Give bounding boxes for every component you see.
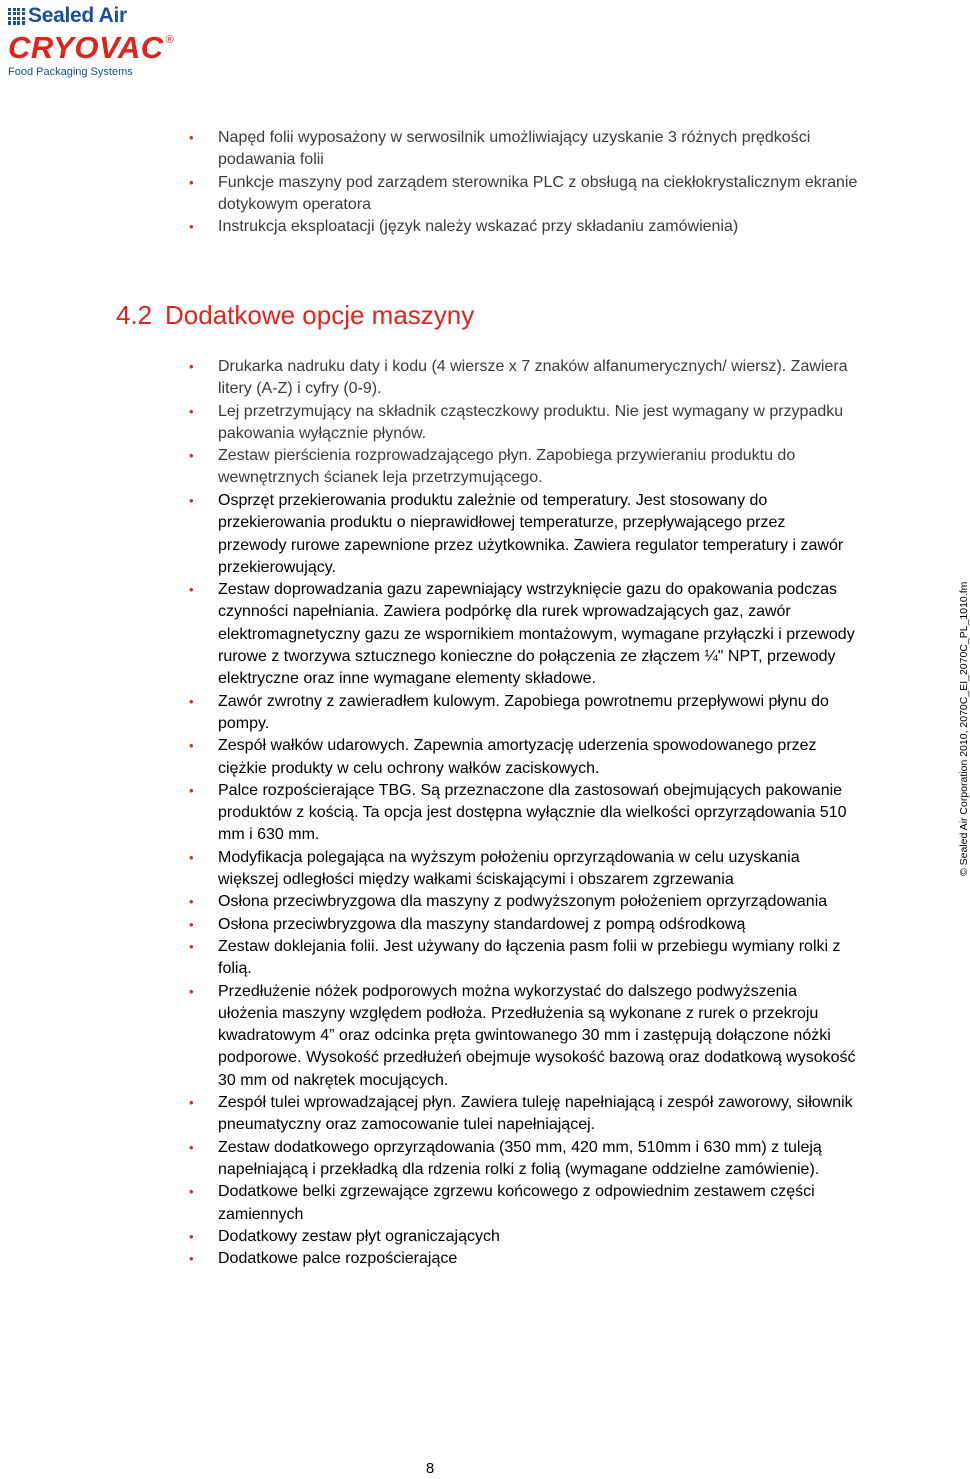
bullet-icon: •: [189, 1139, 194, 1155]
bullet-icon: •: [189, 1095, 194, 1111]
list-item-text: Lej przetrzymujący na składnik cząsteczkowy produktu. Nie jest wymagany w przypadku pakowania wyłącznie płynów.: [218, 402, 844, 442]
list-item: [189, 847, 858, 892]
bullet-icon: •: [189, 916, 194, 932]
list-item: [189, 401, 858, 446]
list-item: [189, 936, 858, 981]
list-item: [189, 1092, 858, 1137]
list-item-text: Dodatkowe palce rozpościerające: [218, 1250, 458, 1268]
section-heading: [0, 296, 960, 336]
bullet-icon: •: [189, 693, 194, 709]
list-item: [189, 735, 858, 780]
options-list-part-2: [189, 490, 858, 1270]
bullet-icon: •: [189, 1184, 194, 1200]
list-item: [189, 172, 858, 217]
list-item-text: Zestaw dodatkowego oprzyrządowania (350 mm, 420 mm, 510mm i 630 mm) z tuleją napełniającą i przekładką dla rdzenia rolki z folią (wymagane oddzielne zamówienie).: [218, 1138, 822, 1178]
list-item-text: Dodatkowy zestaw płyt ograniczających: [218, 1227, 500, 1245]
sealed-air-grid-icon: [8, 8, 25, 25]
list-item-text: Modyfikacja polegająca na wyższym położeniu oprzyrządowania w celu uzyskania większej odległości między wałkami ściskającymi i obszarem zgrzewania: [218, 848, 800, 889]
list-item: [189, 780, 858, 847]
company-logo: [8, 6, 208, 80]
cryovac-brand: [8, 30, 208, 65]
bullet-icon: •: [189, 493, 194, 508]
bullet-icon: •: [189, 782, 194, 798]
list-item: [189, 490, 858, 579]
bullet-icon: •: [189, 938, 194, 954]
cryovac-wordmark: CRYOVAC: [8, 30, 164, 65]
list-item-text: Zestaw doprowadzania gazu zapewniający wstrzyknięcie gazu do opakowania podczas czynności napełniania. Zawiera podpórkę dla rurek wprowadzających gaz, zawór elektromagnetyczny gazu ze wspornikiem montażowym, wymagane przyłączki i przewody rurowe z tworzywa sztucznego konieczne do połączenia ze złączem ¼" NPT, przewody elektryczne oraz inne wymagane elementy składowe.: [218, 581, 855, 688]
section-title: Dodatkowe opcje maszyny: [165, 300, 475, 330]
list-item-text: Osłona przeciwbryzgowa dla maszyny standardowej z pompą odśrodkową: [218, 915, 746, 933]
list-item-text: Zestaw pierścienia rozprowadzającego płyn. Zapobiega przywieraniu produktu do wewnętrznych ścianek leja przetrzymującego.: [218, 447, 796, 487]
list-item-text: Funkcje maszyny pod zarządem sterownika PLC z obsługą na ciekłokrystalicznym ekranie dotykowym operatora: [218, 173, 858, 213]
list-item: [189, 891, 858, 913]
bullet-icon: •: [189, 359, 194, 374]
intro-bullet-list: [189, 127, 858, 238]
options-list-part-1: [189, 356, 858, 490]
bullet-icon: •: [189, 448, 194, 464]
list-item: [189, 691, 858, 736]
list-item: [189, 1226, 858, 1248]
list-item: [189, 445, 858, 490]
list-item: [189, 981, 858, 1092]
list-item: [189, 216, 858, 238]
list-item-text: Dodatkowe belki zgrzewające zgrzewu końcowego z odpowiednim zestawem części zamiennych: [218, 1183, 815, 1223]
list-item-text: Przedłużenie nóżek podporowych można wykorzystać do dalszego podwyższenia ułożenia maszyny względem podłoża. Przedłużenia są wykonane z rurek o przekroju kwadratowym 4” oraz odcinka pręta gwintowanego 30 mm i zastępują dołączone nóżki podporowe. Wysokość przedłużeń obejmuje wysokość bazową oraz dodatkową wysokość 30 mm od nakrętek mocujących.: [218, 982, 856, 1089]
list-item-text: Zespół wałków udarowych. Zapewnia amortyzację uderzenia spowodowanego przez ciężkie produkty w celu ochrony wałków zaciskowych.: [218, 737, 817, 777]
list-item: [189, 356, 858, 401]
bullet-icon: •: [189, 403, 194, 419]
list-item: [189, 579, 858, 690]
bullet-icon: •: [189, 738, 194, 754]
list-item-text: Zespół tulei wprowadzającej płyn. Zawiera tuleję napełniającą i zespół zaworowy, siłownik pneumatyczny oraz zamocowanie tulei napełniającej.: [218, 1094, 853, 1134]
bullet-icon: •: [189, 582, 194, 598]
bullet-icon: •: [189, 130, 194, 145]
list-item-text: Instrukcja eksploatacji (język należy wskazać przy składaniu zamówienia): [218, 218, 739, 236]
list-item-text: Palce rozpościerające TBG. Są przeznaczone dla zastosowań obejmujących pakowanie produktów z kością. Ta opcja jest dostępna wyłącznie dla wielkości oprzyrządowania 510 mm i 630 mm.: [218, 781, 847, 844]
sealed-air-brand: [8, 6, 208, 26]
registered-mark: ®: [165, 34, 174, 46]
list-item-text: Osłona przeciwbryzgowa dla maszyny z podwyższonym położeniem oprzyrządowania: [218, 893, 828, 911]
bullet-icon: •: [189, 894, 194, 910]
list-item: [189, 914, 858, 936]
list-item-text: Drukarka nadruku daty i kodu (4 wiersze x 7 znaków alfanumerycznych/ wiersz). Zawiera litery (A-Z) i cyfry (0-9).: [218, 358, 848, 398]
section-number: 4.2: [116, 300, 153, 330]
list-item: [189, 127, 858, 172]
list-item: [189, 1181, 858, 1226]
bullet-icon: •: [189, 1228, 194, 1244]
bullet-icon: •: [189, 219, 194, 235]
bullet-icon: •: [189, 983, 194, 999]
sealed-air-wordmark: Sealed Air: [28, 4, 127, 27]
bullet-icon: •: [189, 849, 194, 865]
brand-tagline: Food Packaging Systems: [8, 66, 133, 78]
list-item: [189, 1137, 858, 1182]
page-number: 8: [425, 1460, 435, 1477]
list-item: [189, 1248, 858, 1270]
bullet-icon: •: [189, 174, 194, 190]
list-item-text: Napęd folii wyposażony w serwosilnik umożliwiający uzyskanie 3 różnych prędkości podawania folii: [218, 129, 811, 169]
copyright-side-note: © Sealed Air Corporation 2010, 2070C_EI_2070C_PL_1010.fm: [958, 581, 970, 876]
list-item-text: Zestaw doklejania folii. Jest używany do łączenia pasm folii w przebiegu wymiany rolki z folią.: [218, 937, 841, 978]
bullet-icon: •: [189, 1251, 194, 1267]
list-item-text: Zawór zwrotny z zawieradłem kulowym. Zapobiega powrotnemu przepływowi płynu do pompy.: [218, 692, 829, 732]
list-item-text: Osprzęt przekierowania produktu zależnie od temperatury. Jest stosowany do przekierowania produktu o nieprawidłowej temperaturze, przepływającego przez przewody rurowe zapewnione przez użytkownika. Zawiera regulator temperatury i zawór przekierowujący.: [218, 492, 844, 576]
